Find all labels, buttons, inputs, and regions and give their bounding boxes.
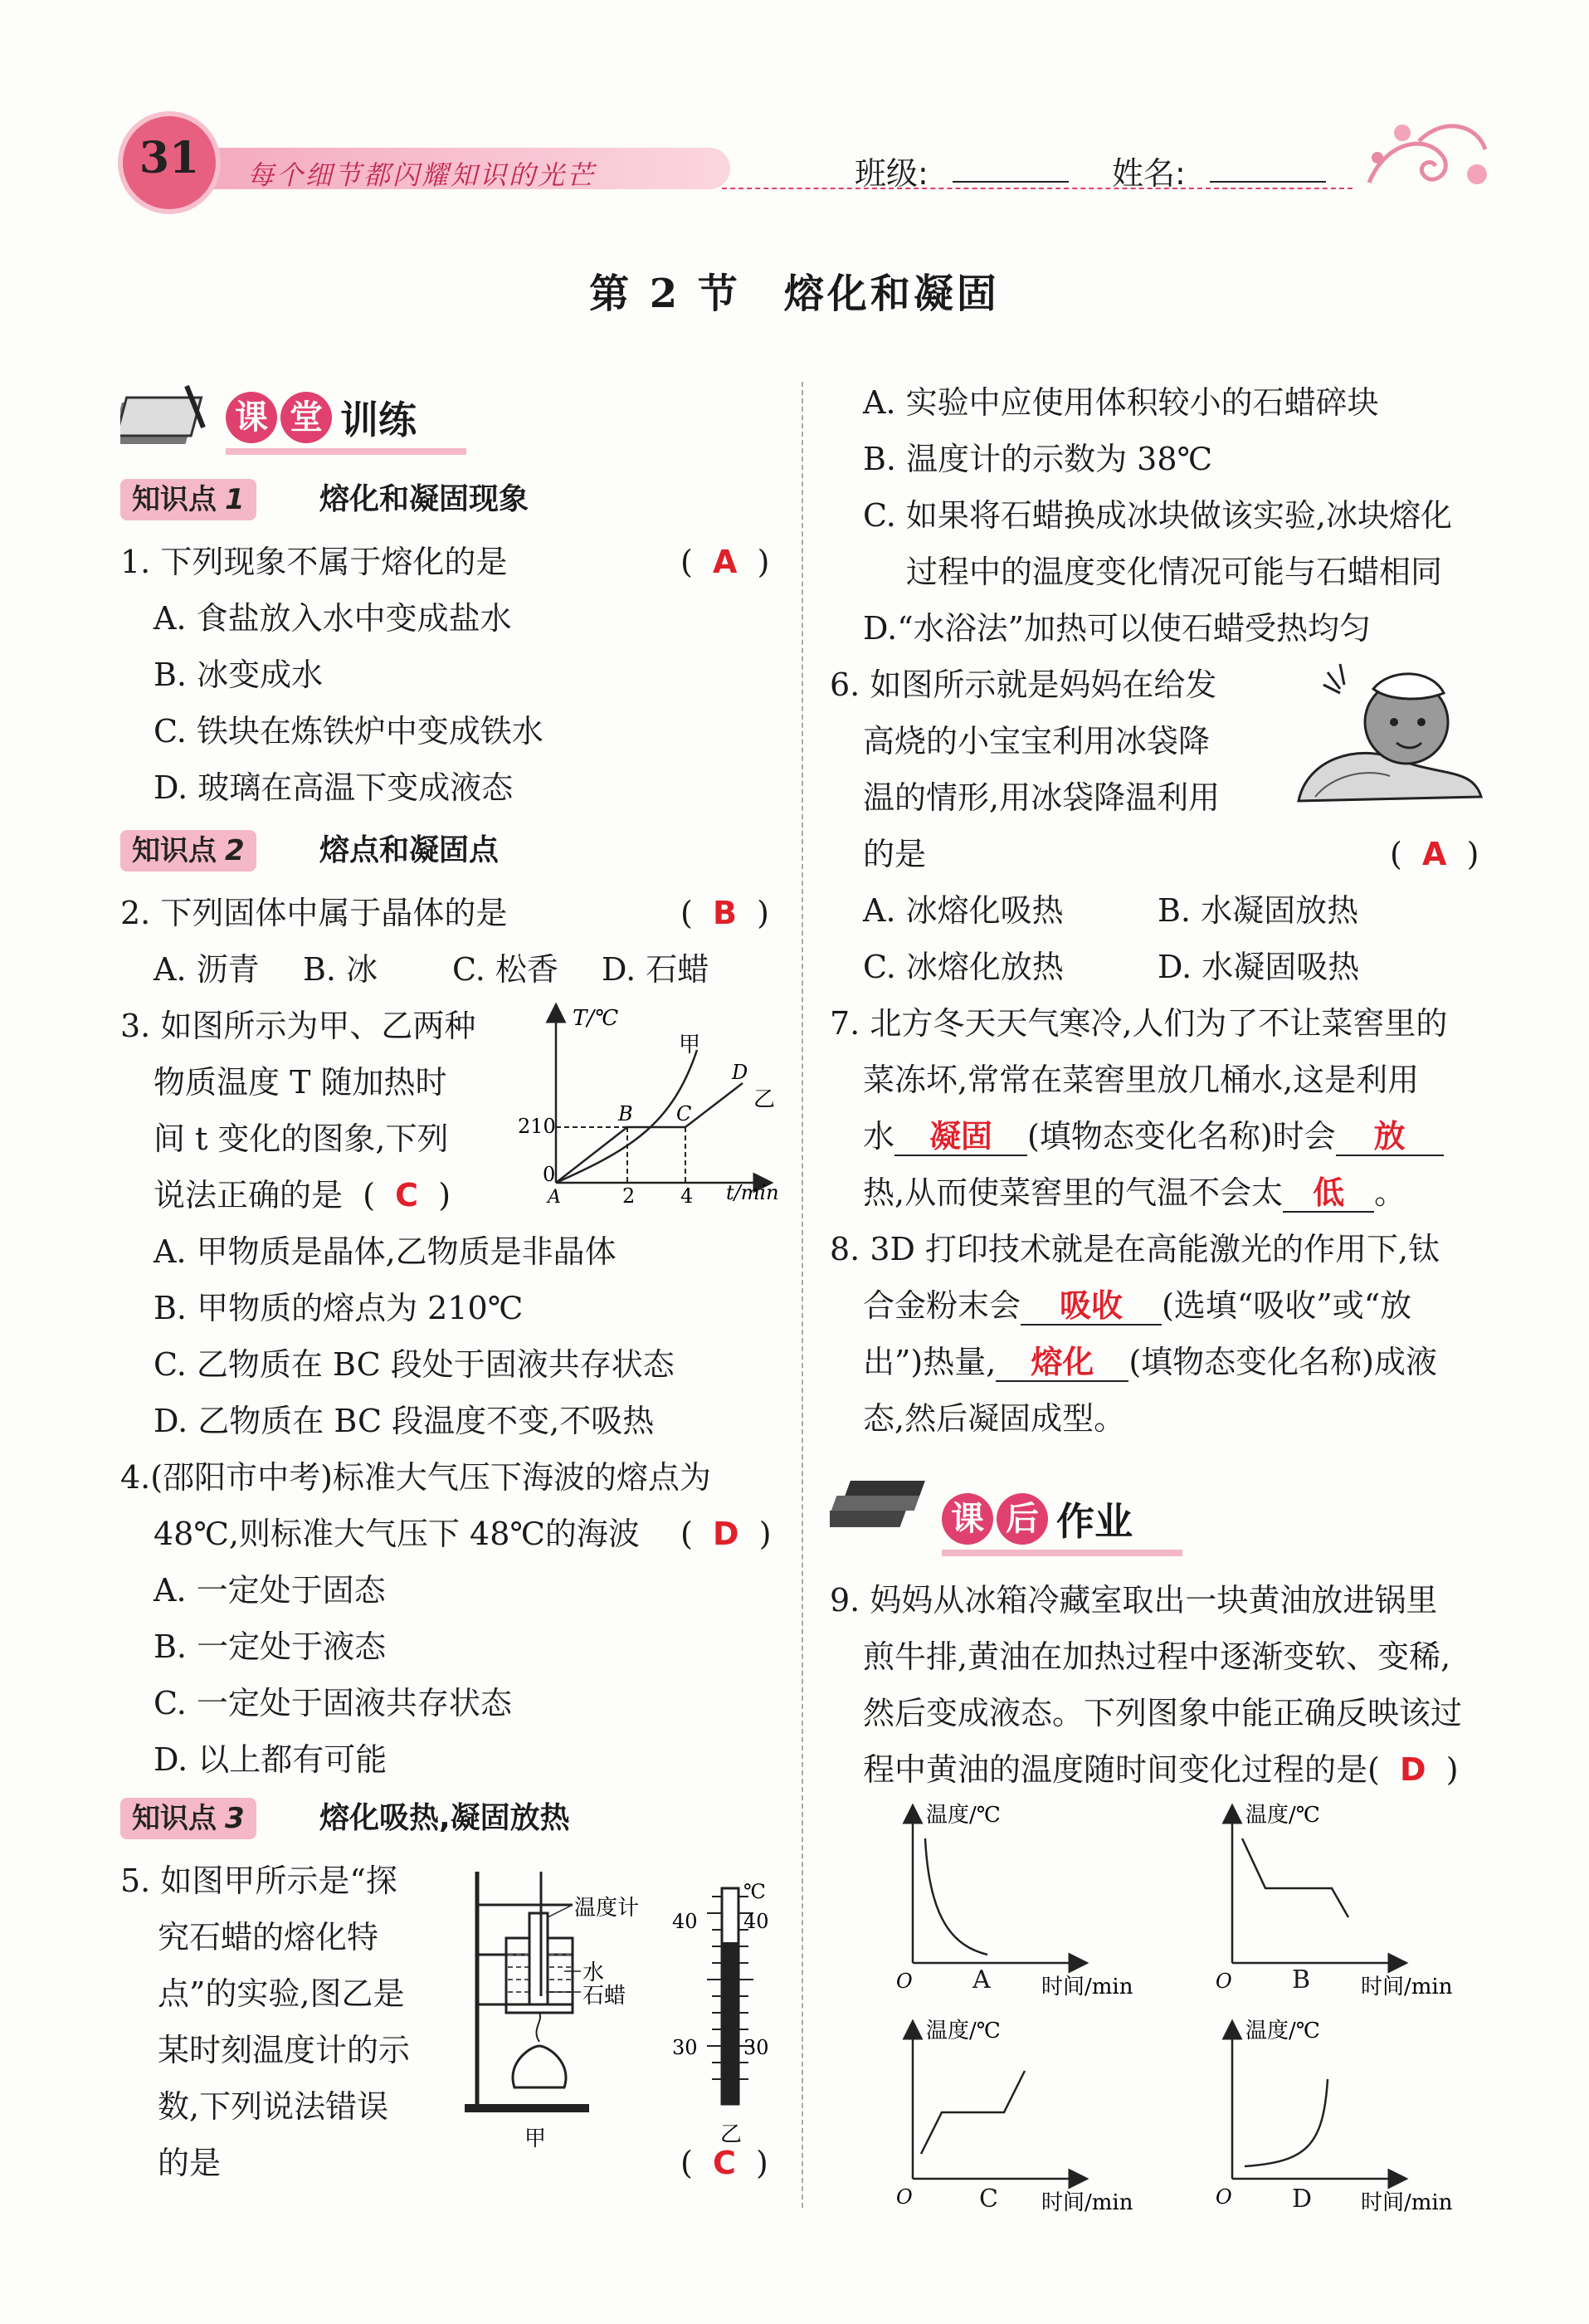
q9-answer: D bbox=[1400, 1751, 1426, 1788]
q1-option-c: C. 铁块在炼铁炉中变成铁水 bbox=[154, 713, 543, 749]
section-label: 作业 bbox=[1056, 1499, 1133, 1544]
bubble-2: 堂 bbox=[280, 392, 332, 443]
q5-thermo-30-right: 30 bbox=[743, 2036, 769, 2059]
q2-option-a: A. 沥青 bbox=[154, 951, 260, 988]
q3-option-a: A. 甲物质是晶体,乙物质是非晶体 bbox=[154, 1233, 617, 1270]
q6-option-b: B. 水凝固放热 bbox=[1158, 892, 1359, 929]
q9-line-3: 然后变成液态。下列图象中能正确反映该过 bbox=[863, 1695, 1463, 1731]
page-title: 第 2 节 熔化和凝固 bbox=[589, 271, 1000, 317]
name-field[interactable] bbox=[1210, 181, 1326, 183]
q3-point-a: A bbox=[548, 1187, 561, 1208]
q2-option-d: D. 石蜡 bbox=[602, 951, 709, 988]
q5-thermometer-figure bbox=[664, 1880, 772, 2162]
class-training-header bbox=[226, 388, 417, 447]
knowledge-point-3-tag bbox=[120, 1798, 256, 1839]
q3-line-3: 间 t 变化的图象,下列 bbox=[154, 1120, 449, 1157]
q5-thermo-unit: ℃ bbox=[743, 1880, 766, 1903]
q5-line-5: 数,下列说法错误 bbox=[158, 2088, 389, 2125]
q9-line-1: 9. 妈妈从冰箱冷藏室取出一块黄油放进锅里 bbox=[830, 1582, 1438, 1618]
q3-answer: C bbox=[395, 1177, 419, 1213]
q7-line-4 bbox=[863, 1174, 1406, 1213]
kp-number: 1 bbox=[225, 483, 245, 516]
q3-point-c: C bbox=[676, 1102, 692, 1125]
header-slogan: 每个细节都闪耀知识的光芒 bbox=[247, 159, 597, 191]
q9-origin: O bbox=[896, 1970, 913, 1993]
q5-line-4: 某时刻温度计的示 bbox=[158, 2032, 411, 2068]
q3-graph bbox=[506, 1000, 788, 1220]
q6-line-2: 高烧的小宝宝利用冰袋降 bbox=[863, 723, 1211, 759]
q7-blank-2[interactable]: 放 bbox=[1336, 1118, 1444, 1156]
q1-option-b: B. 冰变成水 bbox=[154, 657, 324, 693]
knowledge-point-1-tag bbox=[120, 479, 256, 520]
kp1-title: 熔化和凝固现象 bbox=[319, 482, 529, 516]
q9-label-c: C bbox=[979, 2185, 998, 2214]
q2-stem: 2. 下列固体中属于晶体的是 bbox=[120, 895, 508, 931]
q8-line-2 bbox=[863, 1287, 1411, 1326]
q4-answer: D bbox=[712, 1516, 739, 1552]
q3-option-c: C. 乙物质在 BC 段处于固液共存状态 bbox=[154, 1346, 675, 1383]
q8-text: 合金粉末会 bbox=[863, 1287, 1021, 1324]
section-underline bbox=[942, 1550, 1182, 1556]
q4-option-a: A. 一定处于固态 bbox=[154, 1572, 386, 1609]
q3-label-jia: 甲 bbox=[679, 1033, 701, 1057]
q3-line-4-text: 说法正确的是 bbox=[154, 1177, 344, 1213]
q8-text: (填物态变化名称)成液 bbox=[1128, 1344, 1437, 1380]
q3-option-b: B. 甲物质的熔点为 210℃ bbox=[154, 1290, 524, 1326]
q8-blank-1[interactable]: 吸收 bbox=[1021, 1287, 1162, 1326]
q9-curve-a bbox=[925, 1838, 987, 1955]
q1-answer: A bbox=[712, 544, 738, 580]
q5-thermo-40-left: 40 bbox=[672, 1910, 698, 1933]
flower-ornament bbox=[1353, 108, 1502, 208]
q9-xlabel: 时间/min bbox=[1361, 2190, 1453, 2215]
column-divider bbox=[802, 382, 803, 2208]
q5-thermometer-label: 温度计 bbox=[574, 1896, 640, 1921]
q5-fig-yi-label: 乙 bbox=[720, 2122, 743, 2147]
q9-label-d: D bbox=[1292, 2185, 1313, 2214]
q4-option-d: D. 以上都有可能 bbox=[154, 1741, 388, 1778]
q5-thermo-40-right: 40 bbox=[743, 1910, 769, 1933]
class-field[interactable] bbox=[953, 181, 1069, 183]
q3-x-2: 2 bbox=[622, 1184, 636, 1208]
books-icon bbox=[830, 1469, 938, 1544]
q9-xlabel: 时间/min bbox=[1361, 1975, 1453, 1999]
kp3-title: 熔化吸热,凝固放热 bbox=[319, 1801, 570, 1835]
q6-option-d: D. 水凝固吸热 bbox=[1158, 949, 1360, 985]
q5-line-2: 究石蜡的熔化特 bbox=[158, 1919, 379, 1955]
q5-wax-label: 石蜡 bbox=[582, 1984, 626, 2009]
bubble-1: 课 bbox=[942, 1493, 993, 1545]
q9-graph-b bbox=[1207, 1797, 1481, 2004]
q6-answer: A bbox=[1421, 836, 1447, 872]
q1-option-a: A. 食盐放入水中变成盐水 bbox=[154, 600, 512, 637]
q5-answer-paren: ( C ) bbox=[680, 2145, 768, 2181]
q4-line-2: 48℃,则标准大气压下 48℃的海波 bbox=[154, 1516, 640, 1552]
q9-graph-d bbox=[1207, 2013, 1481, 2220]
q4-option-b: B. 一定处于液态 bbox=[154, 1628, 387, 1665]
q5-option-d: D.“水浴法”加热可以使石蜡受热均匀 bbox=[863, 610, 1372, 647]
q7-line-1: 7. 北方冬天天气寒冷,人们为了不让菜窖里的 bbox=[830, 1005, 1448, 1042]
q5-option-c-line-1: C. 如果将石蜡换成冰块做该实验,冰块熔化 bbox=[863, 497, 1452, 534]
q5-line-1: 5. 如图甲所示是“探 bbox=[120, 1863, 397, 1899]
q8-blank-2[interactable]: 熔化 bbox=[996, 1344, 1128, 1382]
homework-header bbox=[942, 1490, 1133, 1548]
q8-text: 出”)热量, bbox=[863, 1344, 997, 1380]
q9-origin: O bbox=[1216, 1970, 1232, 1993]
kp2-title: 熔点和凝固点 bbox=[319, 833, 500, 867]
page-number: 31 bbox=[139, 133, 200, 183]
q9-graph-c bbox=[888, 2013, 1162, 2220]
bubble-1: 课 bbox=[226, 392, 277, 443]
q5-water-label: 水 bbox=[582, 1960, 605, 1985]
q9-ylabel: 温度/℃ bbox=[926, 1803, 1001, 1828]
q3-line-4: 说法正确的是 ( C ) bbox=[154, 1177, 451, 1213]
q7-blank-3[interactable]: 低 bbox=[1283, 1174, 1374, 1213]
q5-thermo-30-left: 30 bbox=[672, 2036, 698, 2059]
q3-y-label: T/℃ bbox=[573, 1006, 619, 1031]
q9-line-2: 煎牛排,黄油在加热过程中逐渐变软、变稀, bbox=[863, 1638, 1451, 1675]
q5-line-6: 的是 bbox=[158, 2145, 222, 2181]
kp-tag-label: 知识点 bbox=[132, 834, 217, 867]
q2-answer-paren: ( B ) bbox=[680, 895, 769, 931]
q8-line-1: 8. 3D 打印技术就是在高能激光的作用下,钛 bbox=[830, 1231, 1440, 1267]
q9-line-4-text: 程中黄油的温度随时间变化过程的是 bbox=[863, 1751, 1368, 1788]
q5-option-b: B. 温度计的示数为 38℃ bbox=[863, 441, 1213, 477]
q3-zero: 0 bbox=[543, 1163, 556, 1186]
q2-option-b: B. 冰 bbox=[303, 951, 378, 988]
q9-ylabel: 温度/℃ bbox=[926, 2019, 1001, 2043]
q9-origin: O bbox=[896, 2185, 913, 2209]
q5-apparatus-figure bbox=[448, 1855, 664, 2154]
q4-line-1: 4.(邵阳市中考)标准大气压下海波的熔点为 bbox=[120, 1459, 711, 1496]
q7-text: (填物态变化名称)时会 bbox=[1027, 1118, 1336, 1155]
q9-ylabel: 温度/℃ bbox=[1245, 1803, 1320, 1828]
q3-y-210: 210 bbox=[518, 1115, 556, 1138]
q9-xlabel: 时间/min bbox=[1041, 2190, 1133, 2215]
q3-line-2: 物质温度 T 随加热时 bbox=[154, 1064, 447, 1101]
q9-ylabel: 温度/℃ bbox=[1245, 2019, 1320, 2043]
q2-answer: B bbox=[712, 895, 737, 931]
q6-answer-paren: ( A ) bbox=[1390, 836, 1479, 872]
q9-label-b: B bbox=[1292, 1965, 1311, 1994]
notebook-icon bbox=[120, 378, 220, 452]
q7-line-3 bbox=[863, 1118, 1444, 1156]
class-label: 班级: bbox=[855, 155, 929, 192]
q5-option-a: A. 实验中应使用体积较小的石蜡碎块 bbox=[863, 384, 1379, 421]
q3-x-label: t/min bbox=[726, 1181, 779, 1204]
q4-answer-paren: ( D ) bbox=[680, 1516, 772, 1552]
section-underline bbox=[226, 448, 466, 455]
q6-line-3: 温的情形,用冰袋降温利用 bbox=[863, 779, 1221, 816]
q1-answer-paren: ( A ) bbox=[680, 544, 770, 580]
q3-curve-yi bbox=[556, 1083, 743, 1183]
q9-curve-b bbox=[1242, 1838, 1348, 1917]
q5-fig-jia-label: 甲 bbox=[524, 2126, 547, 2151]
q7-text: 。 bbox=[1374, 1174, 1406, 1211]
q5-answer: C bbox=[712, 2145, 736, 2181]
q5-line-3: 点”的实验,图乙是 bbox=[158, 1975, 405, 2012]
q9-graph-a bbox=[888, 1797, 1162, 2004]
header-line bbox=[722, 188, 1353, 189]
q7-line-2: 菜冻坏,常常在菜窖里放几桶水,这是利用 bbox=[863, 1062, 1420, 1098]
kp-tag-label: 知识点 bbox=[132, 483, 217, 516]
q6-line-4: 的是 bbox=[863, 836, 927, 872]
baby-with-ice-pack-illustration bbox=[1290, 652, 1489, 818]
q8-line-4: 态,然后凝固成型。 bbox=[863, 1400, 1126, 1437]
q3-line-1: 3. 如图所示为甲、乙两种 bbox=[120, 1008, 476, 1044]
knowledge-point-2-tag bbox=[120, 830, 256, 872]
bubble-2: 后 bbox=[997, 1493, 1048, 1545]
q3-option-d: D. 乙物质在 BC 段温度不变,不吸热 bbox=[154, 1403, 655, 1439]
q3-x-4: 4 bbox=[680, 1184, 694, 1208]
name-label: 姓名: bbox=[1112, 155, 1186, 192]
q4-option-c: C. 一定处于固液共存状态 bbox=[154, 1685, 512, 1721]
q8-text: (选填“吸收”或“放 bbox=[1162, 1287, 1412, 1324]
kp-tag-label: 知识点 bbox=[132, 1802, 217, 1835]
q5-option-c-line-2: 过程中的温度变化情况可能与石蜡相同 bbox=[906, 554, 1443, 590]
q6-option-c: C. 冰熔化放热 bbox=[863, 949, 1064, 985]
q9-line-4: 程中黄油的温度随时间变化过程的是( D ) bbox=[863, 1751, 1459, 1788]
q7-text: 水 bbox=[863, 1118, 895, 1155]
q9-curve-d bbox=[1245, 2079, 1328, 2166]
q8-line-3 bbox=[863, 1344, 1437, 1382]
q3-point-d: D bbox=[732, 1061, 748, 1084]
q9-curve-c bbox=[921, 2071, 1025, 2154]
q1-option-d: D. 玻璃在高温下变成液态 bbox=[154, 769, 514, 806]
section-label: 训练 bbox=[340, 398, 417, 442]
q7-text: 热,从而使菜窖里的气温不会太 bbox=[863, 1174, 1284, 1211]
q6-line-1: 6. 如图所示就是妈妈在给发 bbox=[830, 666, 1217, 703]
kp-number: 2 bbox=[225, 834, 245, 867]
q9-origin: O bbox=[1216, 2185, 1232, 2209]
q3-point-b: B bbox=[618, 1102, 633, 1125]
q7-blank-1[interactable]: 凝固 bbox=[894, 1118, 1027, 1156]
q3-label-yi: 乙 bbox=[753, 1087, 776, 1112]
q9-xlabel: 时间/min bbox=[1041, 1975, 1133, 1999]
q1-stem: 1. 下列现象不属于熔化的是 bbox=[120, 544, 508, 580]
q9-label-a: A bbox=[972, 1965, 991, 1994]
q6-option-a: A. 冰熔化吸热 bbox=[863, 892, 1064, 929]
kp-number: 3 bbox=[225, 1802, 245, 1835]
q2-option-c: C. 松香 bbox=[452, 951, 558, 988]
